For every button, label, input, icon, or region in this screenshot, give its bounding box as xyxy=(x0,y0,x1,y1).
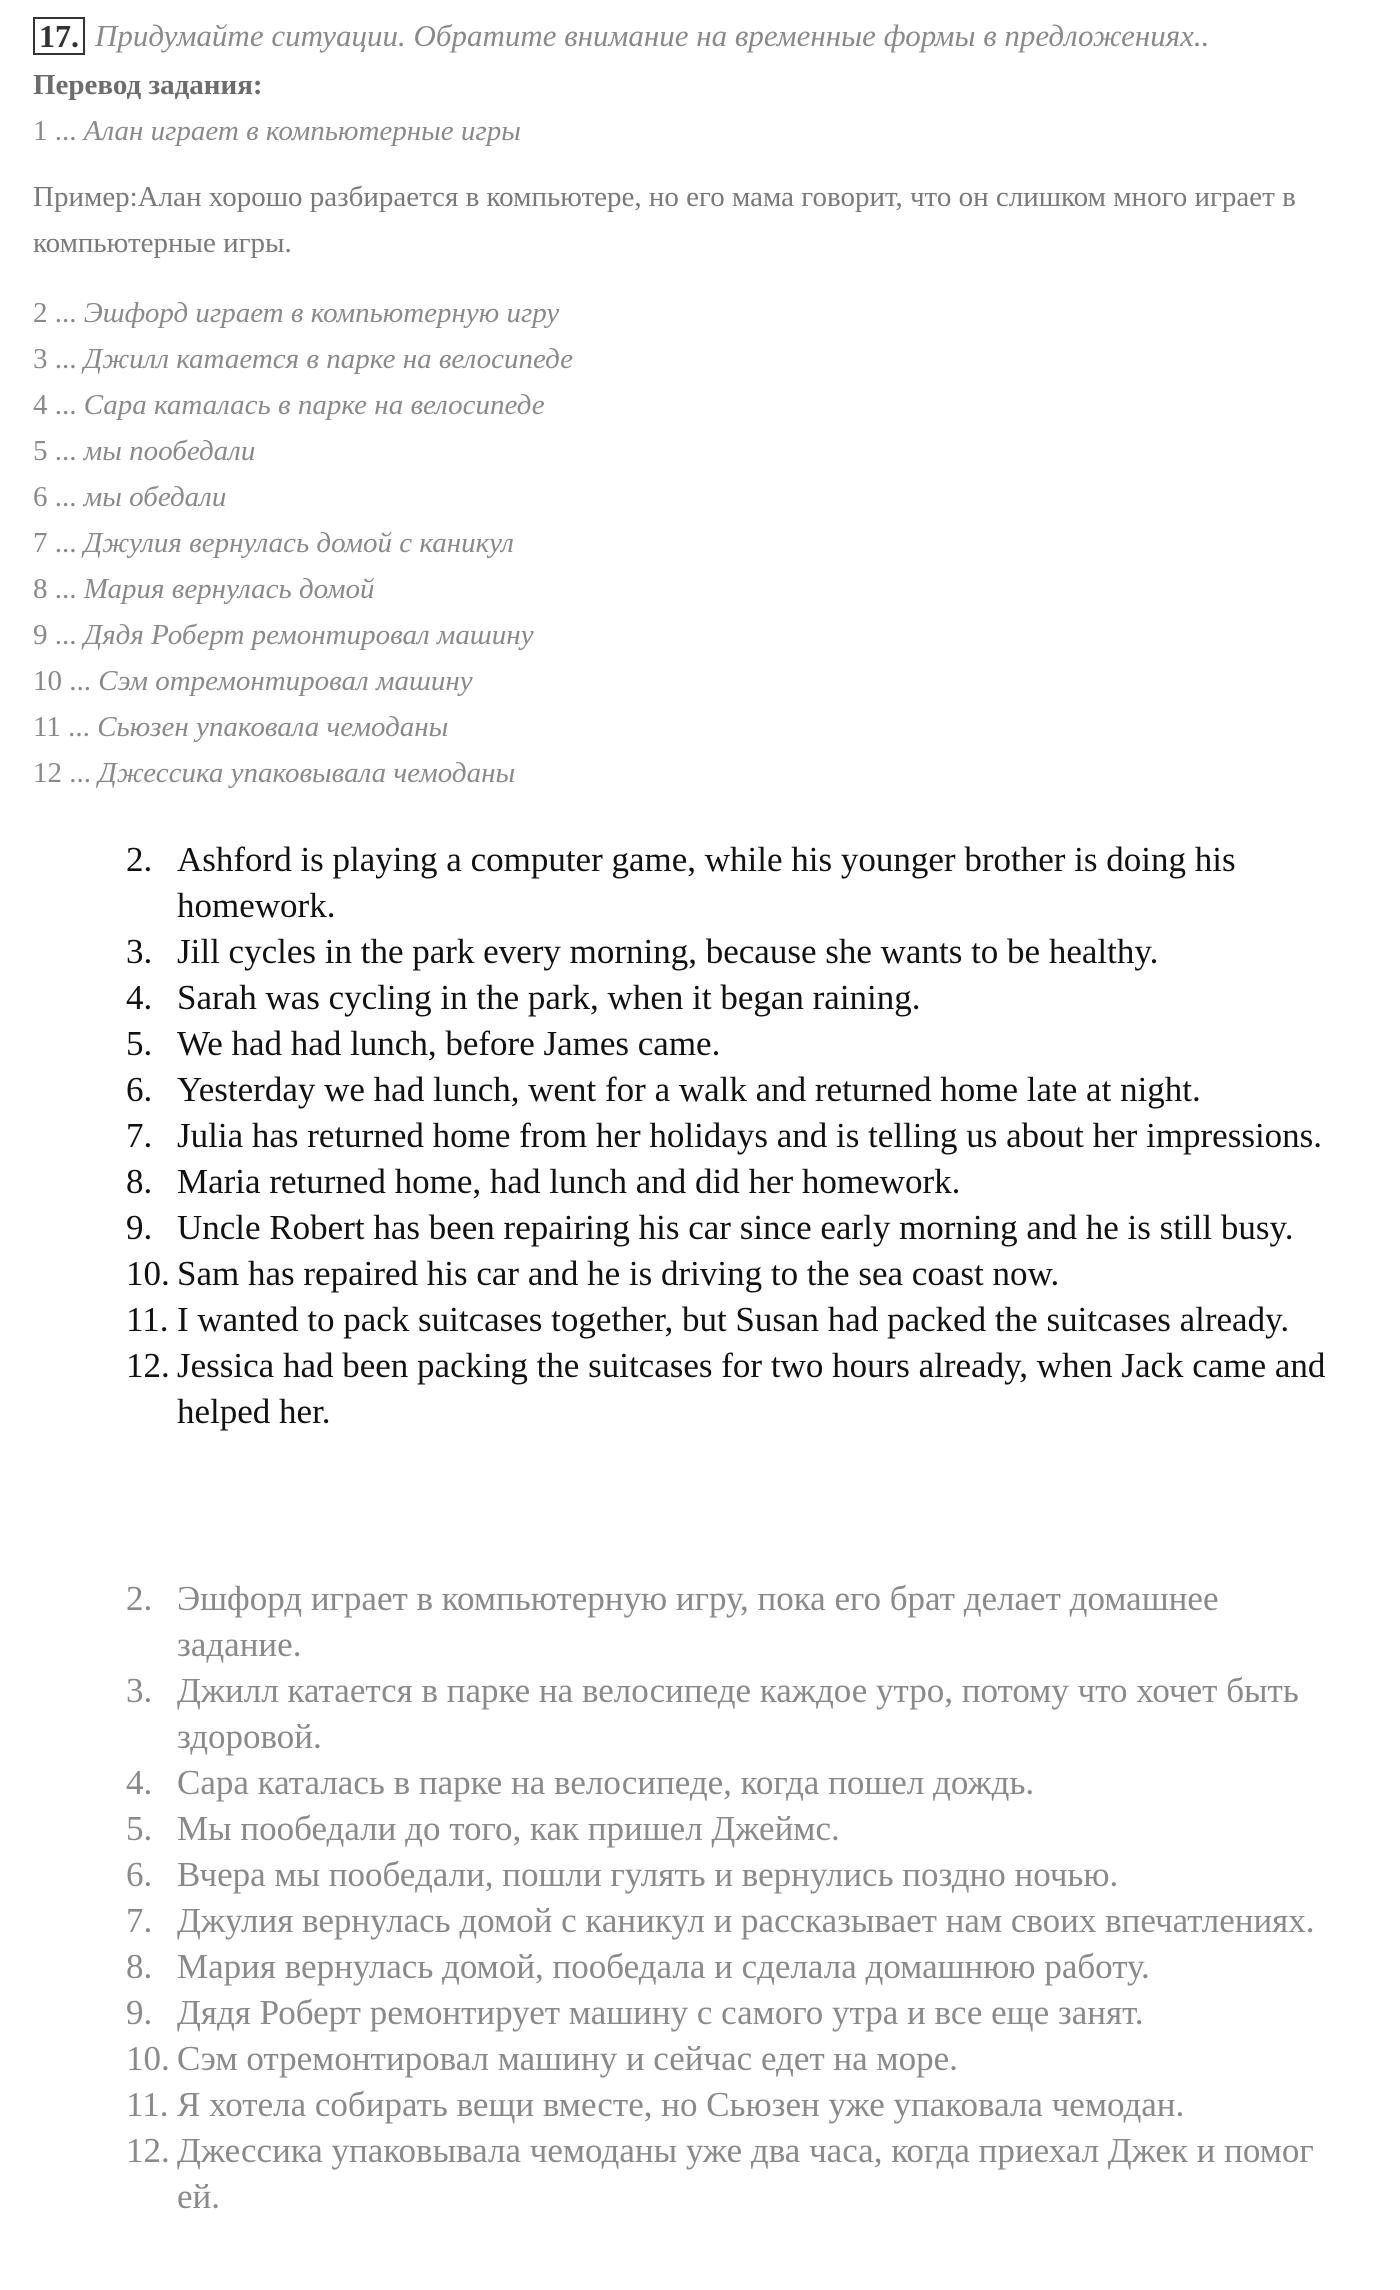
task-item xyxy=(33,474,1360,520)
english-answer-number: 11. xyxy=(126,1300,169,1339)
task-item xyxy=(33,108,1360,154)
english-answer-number: 8. xyxy=(126,1162,153,1201)
task-item-number: 2 ... xyxy=(33,297,77,329)
russian-answer-number: 8. xyxy=(126,1947,153,1986)
english-answer-text: Sam has repaired his car and he is driving to the sea coast now. xyxy=(177,1254,1060,1293)
task-item-number: 10 ... xyxy=(33,665,91,697)
russian-answer-text: Джессика упаковывала чемоданы уже два часа, когда приехал Джек и помог ей. xyxy=(177,2131,1314,2216)
russian-answers-list xyxy=(126,1576,1326,2220)
task-item-number: 5 ... xyxy=(33,435,77,467)
english-answer-item xyxy=(126,1067,1326,1113)
example-text: Пример:Алан хорошо разбирается в компьютере, но его мама говорит, что он слишком много играет в компьютерные игры. xyxy=(33,181,1296,259)
task-item-text: Сара каталась в парке на велосипеде xyxy=(83,389,545,421)
english-answer-text: Maria returned home, had lunch and did her homework. xyxy=(177,1162,961,1201)
russian-answer-item xyxy=(126,1806,1326,1852)
task-item-text: Джилл катается в парке на велосипеде xyxy=(83,343,573,375)
russian-answer-number: 12. xyxy=(126,2131,170,2170)
english-answer-number: 2. xyxy=(126,840,153,879)
russian-answer-number: 9. xyxy=(126,1993,153,2032)
english-answer-text: I wanted to pack suitcases together, but Susan had packed the suitcases already. xyxy=(177,1300,1290,1339)
english-answer-text: Jessica had been packing the suitcases for two hours already, when Jack came and helped her. xyxy=(177,1346,1326,1431)
russian-answer-item xyxy=(126,2036,1326,2082)
task-item xyxy=(33,428,1360,474)
russian-answer-text: Эшфорд играет в компьютерную игру, пока его брат делает домашнее задание. xyxy=(177,1579,1219,1664)
russian-answer-text: Джулия вернулась домой с каникул и рассказывает нам своих впечатлениях. xyxy=(177,1901,1315,1940)
english-answer-text: Yesterday we had lunch, went for a walk and returned home late at night. xyxy=(177,1070,1201,1109)
task-items-list xyxy=(33,290,1360,796)
russian-answer-number: 5. xyxy=(126,1809,153,1848)
task-item-number: 7 ... xyxy=(33,527,77,559)
task-item-text: Дядя Роберт ремонтировал машину xyxy=(83,619,534,651)
english-answer-item xyxy=(126,1159,1326,1205)
russian-answer-item xyxy=(126,1898,1326,1944)
russian-answer-item xyxy=(126,2082,1326,2128)
task-instruction-line xyxy=(33,14,1360,58)
translation-heading: Перевод задания: xyxy=(33,69,263,101)
russian-answer-text: Сэм отремонтировал машину и сейчас едет на море. xyxy=(177,2039,958,2078)
task-item-text: Алан играет в компьютерные игры xyxy=(83,115,521,147)
task-item-number: 8 ... xyxy=(33,573,77,605)
english-answer-item xyxy=(126,1205,1326,1251)
task-item xyxy=(33,566,1360,612)
russian-answer-text: Я хотела собирать вещи вместе, но Сьюзен уже упаковала чемодан. xyxy=(177,2085,1185,2124)
task-item xyxy=(33,520,1360,566)
task-item-text: мы обедали xyxy=(83,481,227,513)
english-answer-text: We had had lunch, before James came. xyxy=(177,1024,721,1063)
russian-answer-item xyxy=(126,1990,1326,2036)
task-item xyxy=(33,612,1360,658)
russian-answer-text: Сара каталась в парке на велосипеде, когда пошел дождь. xyxy=(177,1763,1035,1802)
russian-answer-item xyxy=(126,1668,1326,1760)
russian-answer-text: Джилл катается в парке на велосипеде каждое утро, потому что хочет быть здоровой. xyxy=(177,1671,1299,1756)
task-item xyxy=(33,750,1360,796)
russian-answer-item xyxy=(126,1576,1326,1668)
russian-answer-number: 2. xyxy=(126,1579,153,1618)
task-item-text: Сьюзен упаковала чемоданы xyxy=(97,711,449,743)
english-answer-number: 9. xyxy=(126,1208,153,1247)
task-item-text: мы пообедали xyxy=(83,435,256,467)
task-item xyxy=(33,336,1360,382)
task-item-number: 3 ... xyxy=(33,343,77,375)
task-item-number: 12 ... xyxy=(33,757,91,789)
english-answer-item xyxy=(126,1297,1326,1343)
english-answer-text: Julia has returned home from her holidays and is telling us about her impressions. xyxy=(177,1116,1323,1155)
english-answer-text: Jill cycles in the park every morning, because she wants to be healthy. xyxy=(177,932,1159,971)
russian-answer-item xyxy=(126,1760,1326,1806)
russian-answer-text: Дядя Роберт ремонтирует машину с самого утра и все еще занят. xyxy=(177,1993,1144,2032)
task-number: 17. xyxy=(33,17,85,55)
russian-answer-number: 6. xyxy=(126,1855,153,1894)
russian-answer-number: 10. xyxy=(126,2039,170,2078)
russian-answer-number: 3. xyxy=(126,1671,153,1710)
russian-answer-item xyxy=(126,1944,1326,1990)
task-item xyxy=(33,704,1360,750)
task-item-text: Джулия вернулась домой с каникул xyxy=(83,527,514,559)
task-item-number: 6 ... xyxy=(33,481,77,513)
russian-answer-text: Вчера мы пообедали, пошли гулять и вернулись поздно ночью. xyxy=(177,1855,1119,1894)
english-answer-number: 3. xyxy=(126,932,153,971)
task-item xyxy=(33,382,1360,428)
english-answer-item xyxy=(126,1113,1326,1159)
english-answer-number: 5. xyxy=(126,1024,153,1063)
task-item-number: 4 ... xyxy=(33,389,77,421)
russian-answer-number: 11. xyxy=(126,2085,169,2124)
english-answer-text: Ashford is playing a computer game, while his younger brother is doing his homework. xyxy=(177,840,1236,925)
task-item-text: Джессика упаковывала чемоданы xyxy=(98,757,516,789)
task-item-text: Сэм отремонтировал машину xyxy=(98,665,473,697)
english-answer-number: 12. xyxy=(126,1346,170,1385)
russian-answer-text: Мария вернулась домой, пообедала и сделала домашнюю работу. xyxy=(177,1947,1150,1986)
task-item xyxy=(33,658,1360,704)
russian-answer-number: 4. xyxy=(126,1763,153,1802)
english-answer-item xyxy=(126,975,1326,1021)
task-instruction: Придумайте ситуации. Обратите внимание на временные формы в предложениях.. xyxy=(95,18,1210,53)
task-item xyxy=(33,290,1360,336)
english-answer-number: 7. xyxy=(126,1116,153,1155)
task-header xyxy=(33,14,1360,796)
task-item-number: 1 ... xyxy=(33,115,77,147)
russian-answer-number: 7. xyxy=(126,1901,153,1940)
english-answer-text: Uncle Robert has been repairing his car since early morning and he is still busy. xyxy=(177,1208,1294,1247)
task-item-text: Мария вернулась домой xyxy=(83,573,375,605)
english-answer-item xyxy=(126,1251,1326,1297)
task-item-number: 11 ... xyxy=(33,711,90,743)
english-answer-item xyxy=(126,837,1326,929)
english-answer-item xyxy=(126,929,1326,975)
english-answer-item xyxy=(126,1021,1326,1067)
english-answers-list xyxy=(126,837,1326,1435)
russian-answer-item xyxy=(126,2128,1326,2220)
task-item-text: Эшфорд играет в компьютерную игру xyxy=(83,297,560,329)
english-answer-number: 10. xyxy=(126,1254,170,1293)
english-answer-item xyxy=(126,1343,1326,1435)
english-answer-number: 6. xyxy=(126,1070,153,1109)
russian-answer-text: Мы пообедали до того, как пришел Джеймс. xyxy=(177,1809,840,1848)
english-answer-number: 4. xyxy=(126,978,153,1017)
russian-answer-item xyxy=(126,1852,1326,1898)
task-item-number: 9 ... xyxy=(33,619,77,651)
english-answer-text: Sarah was cycling in the park, when it began raining. xyxy=(177,978,921,1017)
